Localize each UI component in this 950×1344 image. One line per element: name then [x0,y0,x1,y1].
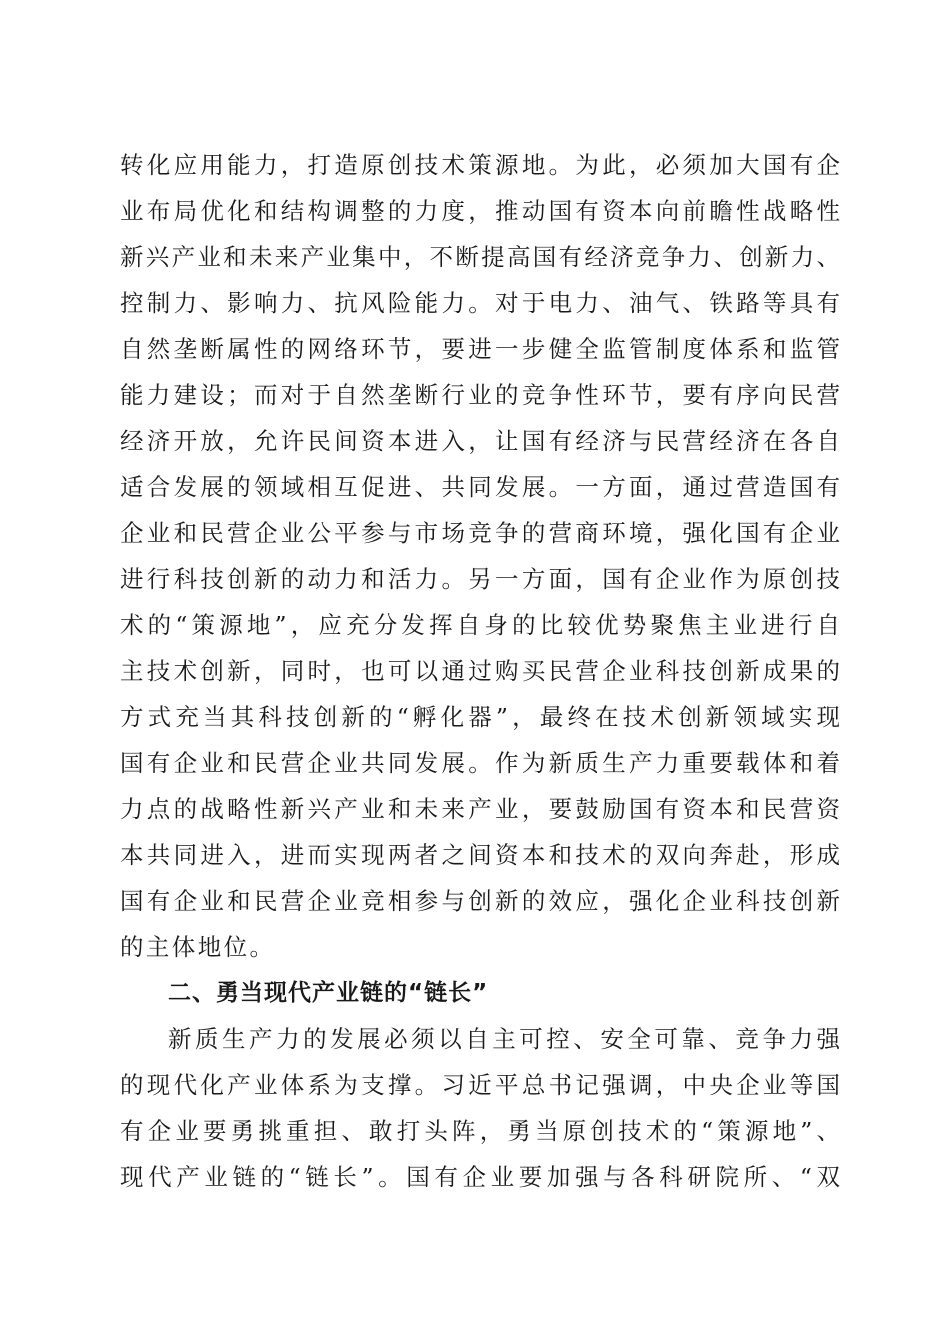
paragraph-line: 能力建设；而对于自然垄断行业的竞争性环节，要有序向民营 [120,381,840,409]
paragraph-line: 适合发展的领域相互促进、共同发展。一方面，通过营造国有 [120,473,840,501]
section-heading: 二、勇当现代产业链的“链长” [168,980,489,1006]
document-body [120,142,840,1200]
paragraph-line-first: 新质生产力的发展必须以自主可控、安全可靠、竞争力强 [168,1025,840,1053]
paragraph-line: 现代产业链的“链长”。国有企业要加强与各科研院所、“双 [120,1163,840,1191]
paragraph-2 [120,1016,840,1200]
paragraph-line: 主技术创新，同时，也可以通过购买民营企业科技创新成果的 [120,657,840,685]
paragraph-1 [120,142,840,970]
paragraph-line: 控制力、影响力、抗风险能力。对于电力、油气、铁路等具有 [120,289,840,317]
paragraph-line: 转化应用能力，打造原创技术策源地。为此，必须加大国有企 [120,151,840,179]
paragraph-line: 的现代化产业体系为支撑。习近平总书记强调，中央企业等国 [120,1071,840,1099]
paragraph-line: 本共同进入，进而实现两者之间资本和技术的双向奔赴，形成 [120,841,840,869]
paragraph-line: 企业和民营企业公平参与市场竞争的营商环境，强化国有企业 [120,519,840,547]
paragraph-line: 有企业要勇挑重担、敢打头阵，勇当原创技术的“策源地”、 [120,1117,840,1145]
paragraph-line: 业布局优化和结构调整的力度，推动国有资本向前瞻性战略性 [120,197,840,225]
paragraph-line: 力点的战略性新兴产业和未来产业，要鼓励国有资本和民营资 [120,795,840,823]
paragraph-line: 国有企业和民营企业竞相参与创新的效应，强化企业科技创新 [120,887,840,915]
paragraph-line: 术的“策源地”，应充分发挥自身的比较优势聚焦主业进行自 [120,611,840,639]
paragraph-line: 自然垄断属性的网络环节，要进一步健全监管制度体系和监管 [120,335,840,363]
paragraph-line: 国有企业和民营企业共同发展。作为新质生产力重要载体和着 [120,749,840,777]
paragraph-line-last: 的主体地位。 [120,933,276,961]
paragraph-line: 经济开放，允许民间资本进入，让国有经济与民营经济在各自 [120,427,840,455]
paragraph-line: 方式充当其科技创新的“孵化器”，最终在技术创新领域实现 [120,703,840,731]
paragraph-line: 进行科技创新的动力和活力。另一方面，国有企业作为原创技 [120,565,840,593]
paragraph-line: 新兴产业和未来产业集中，不断提高国有经济竞争力、创新力、 [120,243,840,271]
